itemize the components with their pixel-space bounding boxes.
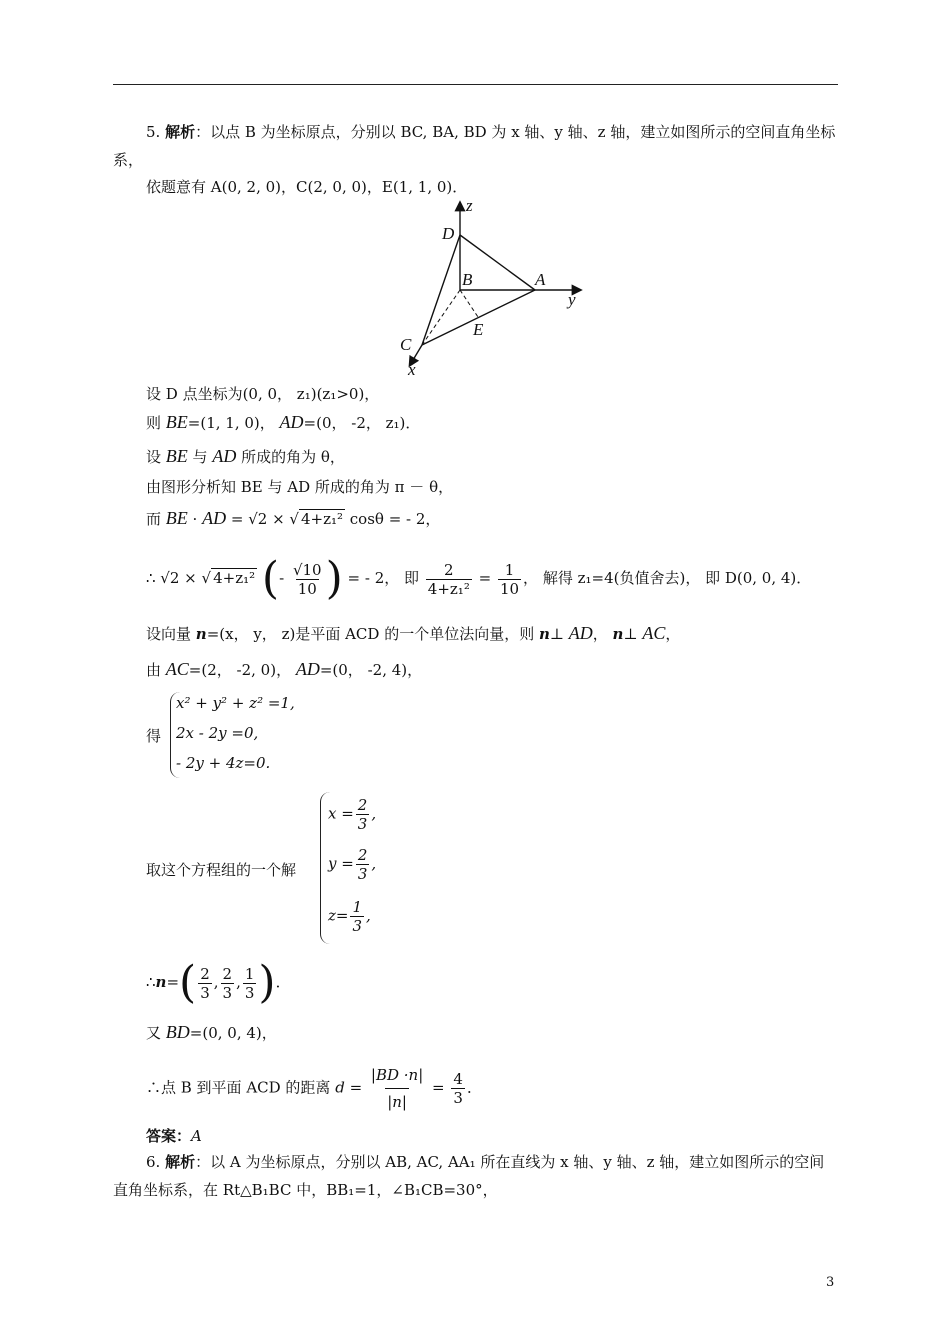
t: ·	[187, 510, 203, 528]
num: √10	[292, 560, 322, 579]
p5-line7: 由图形分析知 BE 与 AD 所成的角为 π － θ，	[146, 478, 454, 496]
t: 与	[187, 448, 213, 466]
num: 4	[453, 1070, 463, 1088]
paren-right: )	[258, 957, 276, 1008]
p6-line2: 直角坐标系，在 Rt△B₁BC 中，BB₁=1，∠B₁CB=30°，	[113, 1181, 498, 1199]
vec-AC: AC	[165, 659, 189, 679]
fraction	[243, 965, 257, 1002]
fraction	[498, 561, 521, 598]
sol-z	[328, 898, 371, 935]
fraction	[198, 965, 212, 1002]
label-z: z	[466, 196, 473, 215]
t: =	[344, 1078, 367, 1097]
t: =(0, 0, 4)，	[189, 1024, 277, 1042]
eq-1: x² + y² + z² =1,	[176, 694, 295, 712]
vec-AD: AD	[212, 446, 237, 466]
coordinate-figure	[380, 195, 610, 380]
t: 而	[146, 510, 166, 528]
p5-line15	[146, 1022, 277, 1043]
t: cosθ = - 2，	[345, 510, 441, 528]
p5-answer	[146, 1126, 202, 1146]
p5-label: 解析	[165, 123, 196, 141]
den: 3	[200, 983, 210, 1002]
num: 2	[357, 796, 368, 814]
den: 3	[357, 865, 368, 883]
t: =(x， y， z)是平面 ACD 的一个单位法向量，则	[206, 625, 539, 643]
den: 3	[357, 815, 368, 833]
p6-text1: ：以 A 为坐标原点，分别以 AB, AC, AA₁ 所在直线为 x 轴、y 轴、z 轴，建立如图所示的空间	[195, 1153, 825, 1171]
sqrt-content: 4+z₁²	[213, 569, 256, 587]
fraction	[221, 965, 235, 1002]
num: 2	[222, 964, 233, 983]
label-B: B	[462, 270, 473, 289]
p6-line1	[146, 1152, 824, 1172]
vec-AD: AD	[295, 659, 320, 679]
p5-text1: ：以点 B 为坐标原点，分别以 BC, BA, BD 为 x 轴、y 轴、z 轴，建立如图所示的空间直角坐标	[195, 123, 836, 141]
p5-line3: 依题意有 A(0, 2, 0)，C(2, 0, 0)，E(1, 1, 0)．	[146, 178, 468, 196]
sol-x	[328, 796, 376, 833]
label-y: y	[568, 290, 576, 309]
vec-AD: AD	[568, 623, 593, 643]
vec-AD: AD	[202, 508, 227, 528]
den: 3	[222, 983, 233, 1002]
label-E: E	[473, 320, 484, 339]
t: z=	[328, 906, 349, 925]
t: =(0， -2, 4)，	[319, 661, 423, 679]
label-C: C	[400, 335, 412, 354]
t: ，	[592, 625, 613, 643]
fraction	[451, 1070, 465, 1107]
vec-BE: BE	[165, 508, 188, 528]
vec-BD: BD	[165, 1022, 190, 1042]
p5-line14: ∴n=( $\frac{2}{3}$ , $\frac{2}{3}$ , $\frac{1}{3}$ )．	[146, 957, 291, 1008]
vec-AD: AD	[279, 412, 304, 432]
edge-BE	[460, 290, 478, 317]
t: =	[427, 1078, 450, 1097]
t: = - 2， 即	[342, 569, 424, 587]
t: y =	[328, 854, 354, 873]
den: 4+z₁²	[427, 579, 470, 598]
fraction	[356, 846, 370, 883]
fraction	[350, 898, 364, 935]
answer-label: 答案：	[146, 1127, 192, 1145]
t: =(1, 1, 0)，	[187, 414, 280, 432]
t: 又	[146, 1024, 166, 1042]
vec-n: n	[195, 625, 207, 643]
p5-number: 5.	[146, 123, 161, 141]
p5-line16	[146, 1062, 482, 1115]
num: |BD ·n|	[370, 1066, 424, 1084]
t: 所成的角为 θ，	[236, 448, 345, 466]
paren-left: (	[261, 553, 280, 604]
t: x =	[328, 804, 354, 823]
fraction	[356, 796, 370, 833]
p5-line12: 得	[146, 727, 162, 745]
eq-3: - 2y + 4z=0.	[176, 754, 271, 772]
vec-AC: AC	[642, 623, 666, 643]
paren-right: )	[325, 553, 343, 604]
fraction	[369, 1062, 425, 1115]
den: 10	[297, 579, 317, 598]
vec-n: n	[155, 973, 167, 991]
p5-line2: 系，	[113, 151, 144, 169]
sqrt-content: 4+z₁²	[300, 510, 344, 528]
p5-line6	[146, 446, 345, 467]
t: ，	[665, 625, 681, 643]
answer-value: A	[191, 1127, 202, 1145]
p5-line13: 取这个方程组的一个解	[146, 861, 297, 879]
num: 2	[200, 964, 210, 983]
vec-BE: BE	[165, 446, 188, 466]
num: 1	[244, 964, 255, 983]
p6-number: 6.	[146, 1153, 161, 1171]
t: ．	[275, 973, 291, 991]
den: 3	[453, 1089, 463, 1107]
t: =(2， -2, 0)，	[188, 661, 296, 679]
vec-n: n	[538, 625, 550, 643]
label-x: x	[408, 360, 416, 379]
t: ， 解得 z₁=4(负值舍去)， 即 D(0, 0, 4)．	[523, 569, 812, 587]
t: =	[473, 569, 496, 587]
t: 设	[146, 448, 166, 466]
t: = √2 ×	[226, 510, 290, 528]
p5-line1	[146, 122, 835, 142]
p5-line8: 而 BE · AD = √2 × √ 4+z₁² cosθ = - 2，	[146, 508, 441, 528]
p5-line11	[146, 659, 422, 680]
label-D: D	[442, 224, 455, 243]
t: 设向量	[146, 625, 196, 643]
den: 10	[499, 579, 520, 598]
vec-BE: BE	[165, 412, 188, 432]
p5-line10	[146, 623, 680, 644]
num: 1	[504, 560, 515, 579]
p6-label: 解析	[165, 1153, 196, 1171]
t: 由	[146, 661, 166, 679]
t: ⊥	[549, 625, 569, 643]
t: -	[279, 569, 289, 587]
t: =(0， -2， z₁)．	[303, 414, 421, 432]
num: 2	[444, 560, 454, 579]
t: ∴点 B 到平面 ACD 的距离	[146, 1078, 336, 1097]
t: 则	[146, 414, 166, 432]
t: ∴	[146, 973, 156, 991]
fraction	[426, 561, 472, 598]
edge-BC	[422, 290, 460, 345]
t: ⊥	[623, 625, 643, 643]
t: ,	[371, 854, 377, 873]
sol-y	[328, 846, 376, 883]
den: 3	[352, 917, 363, 935]
fraction	[291, 561, 324, 598]
t: ,	[371, 804, 377, 823]
page-number: 3	[826, 1275, 835, 1290]
header-rule	[113, 84, 838, 85]
paren-left: (	[179, 957, 197, 1008]
var-d: d	[335, 1078, 345, 1097]
t: =	[166, 973, 180, 991]
den: 3	[244, 983, 255, 1002]
t: ,	[366, 906, 371, 925]
num: 2	[357, 846, 368, 864]
den: |n|	[385, 1088, 409, 1115]
p5-line4: 设 D 点坐标为(0, 0， z₁)(z₁>0)，	[146, 385, 380, 403]
vec-n: n	[612, 625, 624, 643]
edge-DC	[422, 235, 460, 345]
t: ∴ √2 ×	[146, 569, 202, 587]
p5-line5	[146, 412, 420, 433]
eq-2: 2x - 2y =0,	[176, 724, 259, 742]
t: ．	[466, 1078, 482, 1097]
p5-line9: ∴ √2 × √ 4+z₁² (- $\frac{√10}{10}$ ) = - 2， 即 $\frac{2}{\text{4+z₁²}}$ = $\frac{1}{10}$ ， 解得 z₁=4(负值舍去)， 即 D(0, 0, 4)．	[146, 553, 812, 604]
label-A: A	[535, 270, 546, 289]
num: 1	[352, 898, 363, 916]
